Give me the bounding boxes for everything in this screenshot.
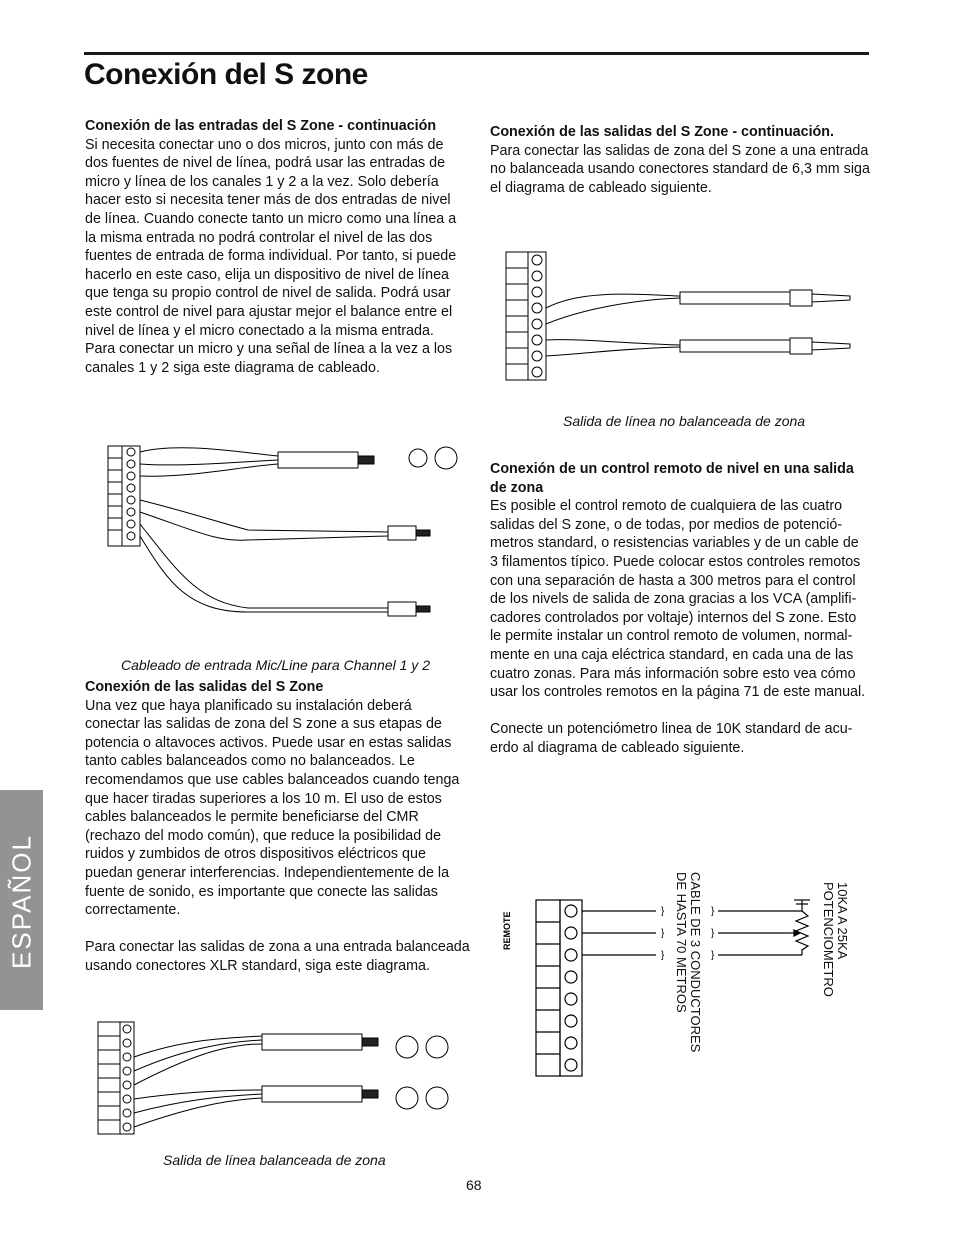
right-section-unbalanced [490,123,870,197]
svg-text:}: } [711,950,715,961]
right-section-unbalanced-heading: Conexión de las salidas del S Zone - continuación. [490,124,834,140]
right-section-remote-body2: Conecte un potenciómetro linea de 10K standard de acu-erdo al diagrama de cableado siguiente. [490,721,853,756]
pot-label-line1: 10KA A 25KA [835,882,850,960]
svg-text:}: } [661,906,665,917]
right-section-remote-heading: Conexión de un control remoto de nivel en una salida de zona [490,461,854,496]
fig1-caption: Cableado de entrada Mic/Line para Channel 1 y 2 [121,657,430,673]
remote-terminal-label: REMOTE [502,911,512,950]
remote-pot-wiring-diagram [496,880,836,1085]
left-section-outputs-heading: Conexión de las salidas del S Zone [85,679,324,695]
left-section-outputs-body2: Para conectar las salidas de zona a una entrada balanceada usando conectores XLR standard, siga este diagrama. [85,939,470,974]
cable-label-line1: CABLE DE 3 CONDUCTORES [688,872,703,1053]
svg-text:}: } [661,950,665,961]
cable-label-line2: DE HASTA 70 METROS [674,872,689,1013]
fig2-caption: Salida de línea no balanceada de zona [563,413,806,429]
pot-label-line2: POTENCIOMETRO [821,882,836,997]
left-section-outputs-body: Una vez que haya planificado su instalación deberá conectar las salidas de zona del S zone a sus etapas de potencia o altavoces activos. Puede usar en estas salidas tanto cables balanceados como no balanceados. Le recomendamos que use cables balanceados cuando tenga que hacer tiradas superiores a los 10 m. El uso de estos cables balanceados le permite beneficiarse del CMR (rechazo del modo común), que reduce la posibilidad de ruidos y zumbidos de otros dispositivos eléctricos que puedan generar interferencias. Independientemente de la fuente de sonido, es importante que conecte las salidas correctamente. [85,697,460,919]
left-section-inputs-heading: Conexión de las entradas del S Zone - continuación [85,118,437,134]
svg-text:}: } [711,928,715,939]
unbalanced-zone-output-diagram [490,220,870,385]
mic-line-wiring-diagram [88,412,468,647]
svg-text:}: } [711,906,715,917]
right-section-remote-body: Es posible el control remoto de cualquiera de las cuatro salidas del S zone, o de todas, por medios de potenció-metros standard, o resistencias variables y de un cable de 3 filamentos típico. Puede colocar estos controles remotos con una separación de hasta a 300 metros para el control de los nivels de salida de zona gracias a los VCA (amplifi-cadores controlados por voltaje) internos del S zone. Esto le permite instalar un control remoto de volumen, normal-mente en una caja eléctrica standard, en cada una de las cuatro zonas. Para más información sobre esto vea cómo usar los controles remotos en la página 71 de este manual. [490,498,866,701]
left-section-inputs [85,117,467,377]
language-side-tab-label: ESPAÑOL [6,834,37,969]
page-number: 68 [466,1177,482,1193]
right-section-remote [490,460,870,758]
left-section-outputs [85,678,470,976]
left-section-inputs-body: Si necesita conectar uno o dos micros, junto con más de dos fuentes de nivel de línea, podrá usar las entradas de micro y línea de los canales 1 y 2 a la vez. Solo debería hacer esto si necesita tener más de dos entradas de nivel de línea. Cuando conecte tanto un micro como una línea a la misma entrada no podrá controlar el nivel de las dos fuentes de entrada de forma individual. Por tanto, si puede hacerlo en este caso, elija un dispositivo de nivel de línea que tenga su propio control de nivel de salida. Podrá usar este control de nivel para ajustar mejor el balance entre el nivel de línea y el micro conectado a la misma entrada. Para conectar un micro y una señal de línea a la vez a los canales 1 y 2 siga este diagrama de cableado. [85,136,457,376]
page-title: Conexión del S zone [84,58,368,91]
fig3-caption: Salida de línea balanceada de zona [163,1152,386,1168]
svg-text:}: } [661,928,665,939]
balanced-zone-output-diagram [82,1000,467,1140]
header-rule [84,52,869,55]
right-section-unbalanced-body: Para conectar las salidas de zona del S zone a una entrada no balanceada usando conectores standard de 6,3 mm siga el diagrama de cableado siguiente. [490,142,870,196]
